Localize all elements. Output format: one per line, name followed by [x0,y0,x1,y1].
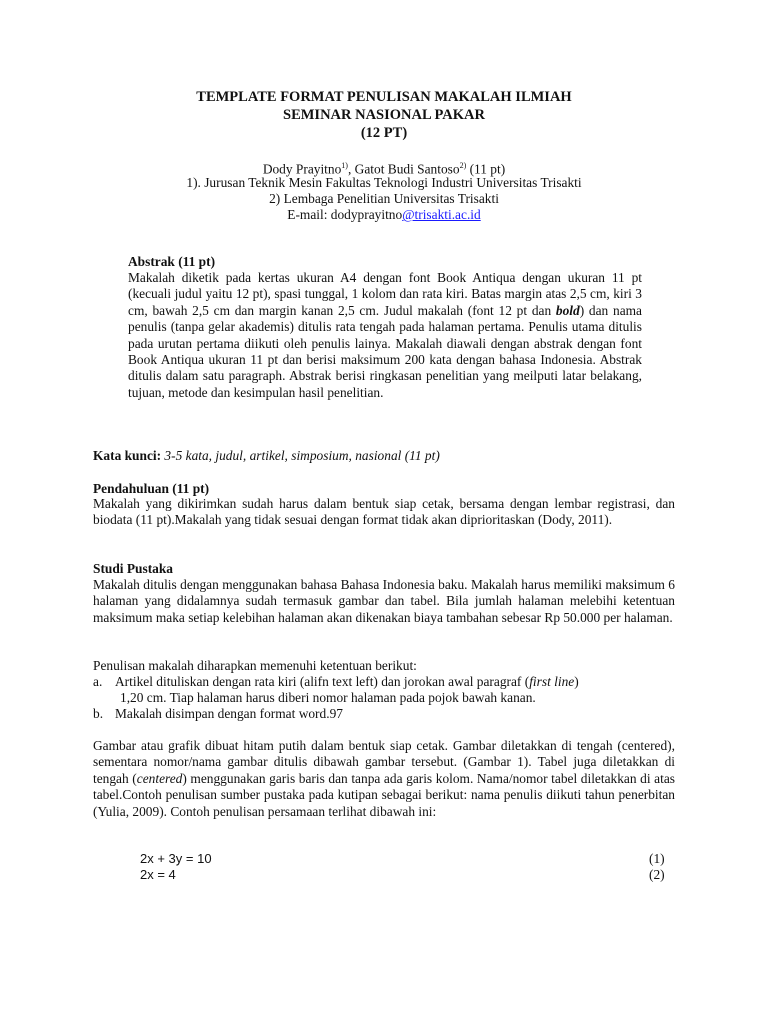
author-size-note: (11 pt) [466,161,506,177]
email-line [0,206,768,223]
literature-para-3-part1: Gambar atau grafik dibuat hitam putih dalam bentuk siap cetak. Gambar diletakkan di tengah (centered), sementara nomor/nama gambar ditulis dibawah gambar tersebut. (Gambar 1). Tabel juga diletakkan di tengah ( [93,738,675,786]
list-item-a-continued: 1,20 cm. Tiap halaman harus diberi nomor halaman pada pojok bawah kanan. [120,690,536,705]
author-2: Gatot Budi Santoso [354,161,460,177]
list-item-b [93,706,675,722]
introduction-heading: Pendahuluan (11 pt) [93,481,210,496]
literature-heading: Studi Pustaka [93,561,174,576]
paper-title-line3: (12 PT) [360,125,408,141]
equation-1: 2x + 3y = 10 [140,851,212,866]
abstract-text-part1: Makalah diketik pada kertas ukuran A4 dengan font Book Antiqua dengan ukuran 11 pt (kecuali judul yaitu 12 pt), spasi tunggal, 1 kolom dan rata kiri. Batas margin atas 2,5 cm, kiri 3 cm, bawah 2,5 cm dan margin kanan 2,5 cm. Judul makalah (font 12 pt dan [128,270,642,318]
equation-2-number: (2) [649,867,665,882]
abstract-heading: Abstrak (11 pt) [128,254,216,269]
literature-para-3 [93,738,675,820]
author-2-sup: 2) [459,161,467,170]
email-prefix: E-mail: dodyprayitno [287,207,403,222]
equation-1-number: (1) [649,851,665,866]
affiliation-1: 1). Jurusan Teknik Mesin Fakultas Teknologi Industri Universitas Trisakti [186,175,582,190]
equation-2: 2x = 4 [140,867,176,882]
list-item-a [93,674,675,690]
keywords-label: Kata kunci: [93,448,162,463]
list-item-a-italic: first line [529,674,575,689]
list-item-b-text: Makalah disimpan dengan format word.97 [115,706,343,721]
affiliation-2: 2) Lembaga Penelitian Universitas Trisakti [269,191,499,206]
paper-title-line1: TEMPLATE FORMAT PENULISAN MAKALAH ILMIAH [196,89,572,105]
list-item-a-text2: ) [574,674,579,689]
abstract-bold-word: bold [555,302,580,318]
list-marker-b: b. [93,706,104,721]
author-1-sup: 1) [341,161,348,170]
abstract-text-part2: ) dan nama penulis (tanpa gelar akademis) ditulis rata tengah pada halaman pertama. Penulis utama ditulis pada urutan pertama diikuti oleh penulis lainya. Makalah diawali dengan abstrak dengan font Book Antiqua ukuran 11 pt dan berisi maksimum 200 kata dengan bahasa Indonesia. Abstrak ditulis dalam satu paragraph. Abstrak berisi ringkasan penelitian yang meilputi latar belakang, tujuan, metode dan kesimpulan hasil penelitian. [128,302,642,400]
author-separator: , [347,161,355,177]
author-1: Dody Prayitno [262,161,342,177]
abstract-text [128,270,642,401]
literature-para-3-italic: centered [136,770,183,786]
keywords-text: 3-5 kata, judul, artikel, simposium, nasional (11 pt) [161,448,440,463]
list-marker-a: a. [93,674,103,689]
literature-para-3-part2: ) menggunakan garis baris dan tanpa ada garis kolom. Nama/nomor tabel diletakkan di atas tabel.Contoh penulisan sumber pustaka pada kutipan sebagai berikut: nama penulis diikuti tahun penerbitan (Yulia, 2009). Contoh penulisan persamaan terlihat dibawah ini: [93,770,676,819]
keywords-line [93,448,675,464]
email-link[interactable]: @trisakti.ac.id [402,207,481,222]
list-item-a-text1: Artikel dituliskan dengan rata kiri (alifn text left) dan jorokan awal paragraf ( [115,674,530,689]
paper-title-line2: SEMINAR NASIONAL PAKAR [283,107,485,123]
introduction-text: Makalah yang dikirimkan sudah harus dalam bentuk siap cetak, bersama dengan lembar registrasi, dan biodata (11 pt).Makalah yang tidak sesuai dengan format tidak akan diprioritaskan (Dody, 2011). [93,496,675,528]
literature-para-1: Makalah ditulis dengan menggunakan bahasa Bahasa Indonesia baku. Makalah harus memiliki maksimum 6 halaman yang didalamnya sudah termasuk gambar dan tabel. Bila jumlah halaman melebihi ketentuan maksimum maka setiap kelebihan halaman akan dikenakan biaya tambahan sebesar Rp 50.000 per halaman. [93,577,675,625]
literature-para-2: Penulisan makalah diharapkan memenuhi ketentuan berikut: [93,658,417,673]
